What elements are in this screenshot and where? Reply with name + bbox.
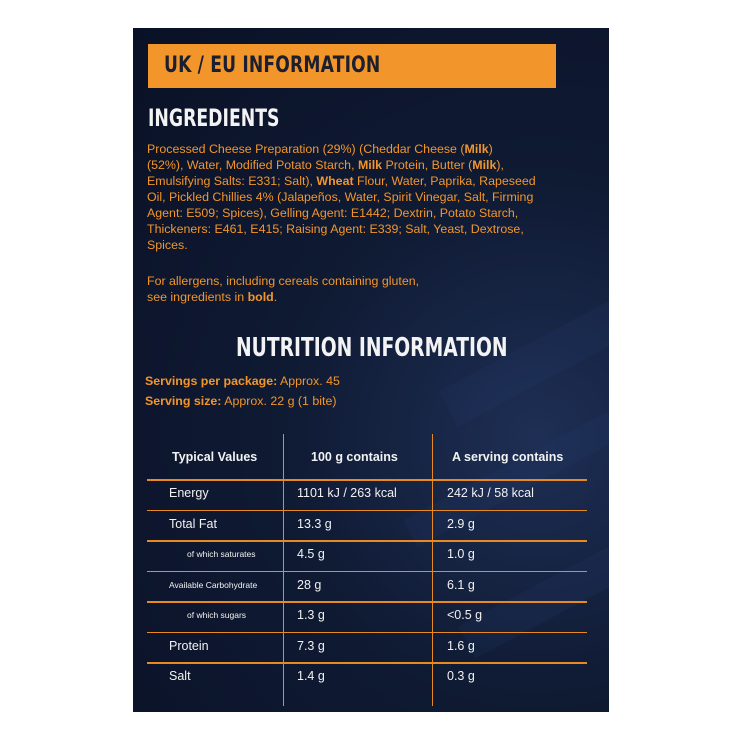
per-serving-value: 0.3 g xyxy=(447,669,475,684)
bold-allergen-text: Milk xyxy=(464,142,489,156)
ingredients.lines-line xyxy=(147,237,188,253)
table-rule xyxy=(147,571,587,573)
servings-label: Servings per package: xyxy=(145,374,278,388)
nutrition-heading: NUTRITION INFORMATION xyxy=(236,333,508,363)
bold-allergen-text: Milk xyxy=(357,158,383,172)
ingredients.lines-line xyxy=(147,157,504,173)
per-serving-value: 1.0 g xyxy=(447,547,475,562)
table-rule xyxy=(147,540,587,542)
column-header: 100 g contains xyxy=(311,450,398,464)
text-segment: Protein, Butter ( xyxy=(382,158,473,172)
ingredients-heading: INGREDIENTS xyxy=(148,104,280,132)
per-100g-value: 1.3 g xyxy=(297,608,325,623)
nutrient-label: of which saturates xyxy=(187,549,256,560)
column-header: A serving contains xyxy=(452,450,564,464)
column-header: Typical Values xyxy=(172,450,258,464)
nutrient-label: Protein xyxy=(169,638,209,653)
text-segment: ) xyxy=(488,142,493,156)
text-segment: . xyxy=(273,290,278,304)
table-rule xyxy=(147,479,587,481)
per-100g-value: 13.3 g xyxy=(297,516,332,531)
banner-title: UK / EU INFORMATION xyxy=(164,53,381,78)
table-rule xyxy=(147,662,587,664)
per-serving-value: <0.5 g xyxy=(447,608,483,623)
nutrition-label-panel xyxy=(133,28,609,712)
ingredients.lines-line xyxy=(147,189,533,205)
ingredients.lines-line xyxy=(147,205,518,221)
servings-value: Approx. 45 xyxy=(277,374,340,388)
bold-allergen-text: Milk xyxy=(472,158,497,172)
text-segment: Emulsifying Salts: E331; Salt), xyxy=(147,174,317,188)
nutrient-label: Energy xyxy=(169,486,209,501)
ingredients.allergen_lines-line xyxy=(147,273,419,289)
info-banner xyxy=(148,44,556,88)
per-serving-value: 1.6 g xyxy=(447,638,475,653)
text-segment: (52%), Water, Modified Potato Starch, xyxy=(147,158,358,172)
text-segment: For allergens, including cereals containing gluten, xyxy=(147,274,420,288)
ingredients.allergen_lines-line xyxy=(147,289,277,305)
text-segment: Oil, Pickled Chillies 4% (Jalapeños, Water, Spirit Vinegar, Salt, Firming xyxy=(147,190,534,204)
text-segment: Thickeners: E461, E415; Raising Agent: E339; Salt, Yeast, Dextrose, xyxy=(147,222,524,236)
per-serving-value: 2.9 g xyxy=(447,516,475,531)
ingredients.lines-line xyxy=(147,141,493,157)
text-segment: Agent: E509; Spices), Gelling Agent: E1442; Dextrin, Potato Starch, xyxy=(147,206,519,220)
per-100g-value: 7.3 g xyxy=(297,638,325,653)
background-stripe xyxy=(459,514,609,658)
text-segment: see ingredients in xyxy=(147,290,248,304)
text-segment: Spices. xyxy=(147,238,188,252)
per-100g-value: 4.5 g xyxy=(297,547,325,562)
table-rule xyxy=(147,632,587,634)
text-segment: Processed Cheese Preparation (29%) (Cheddar Cheese ( xyxy=(147,142,465,156)
ingredients.lines-line xyxy=(147,221,524,237)
nutrient-label: Available Carbohydrate xyxy=(169,579,258,590)
serving-size-label: Serving size: xyxy=(145,394,222,408)
per-serving-value: 242 kJ / 58 kcal xyxy=(447,486,534,501)
per-100g-value: 1.4 g xyxy=(297,669,325,684)
ingredients.lines-line xyxy=(147,173,536,189)
table-rule xyxy=(147,510,587,512)
text-segment: Flour, Water, Paprika, Rapeseed xyxy=(353,174,536,188)
bold-allergen-text: bold xyxy=(247,290,274,304)
nutrient-label: Total Fat xyxy=(169,516,217,531)
nutrient-label: of which sugars xyxy=(187,610,247,621)
per-serving-value: 6.1 g xyxy=(447,577,475,592)
per-100g-value: 28 g xyxy=(297,577,322,592)
serving-size xyxy=(145,394,336,408)
per-100g-value: 1101 kJ / 263 kcal xyxy=(297,486,397,501)
table-rule xyxy=(147,601,587,603)
nutrient-label: Salt xyxy=(169,669,191,684)
text-segment: ), xyxy=(496,158,504,172)
serving-size-value: Approx. 22 g (1 bite) xyxy=(221,394,337,408)
bold-allergen-text: Wheat xyxy=(316,174,354,188)
servings-per-package xyxy=(145,374,340,388)
